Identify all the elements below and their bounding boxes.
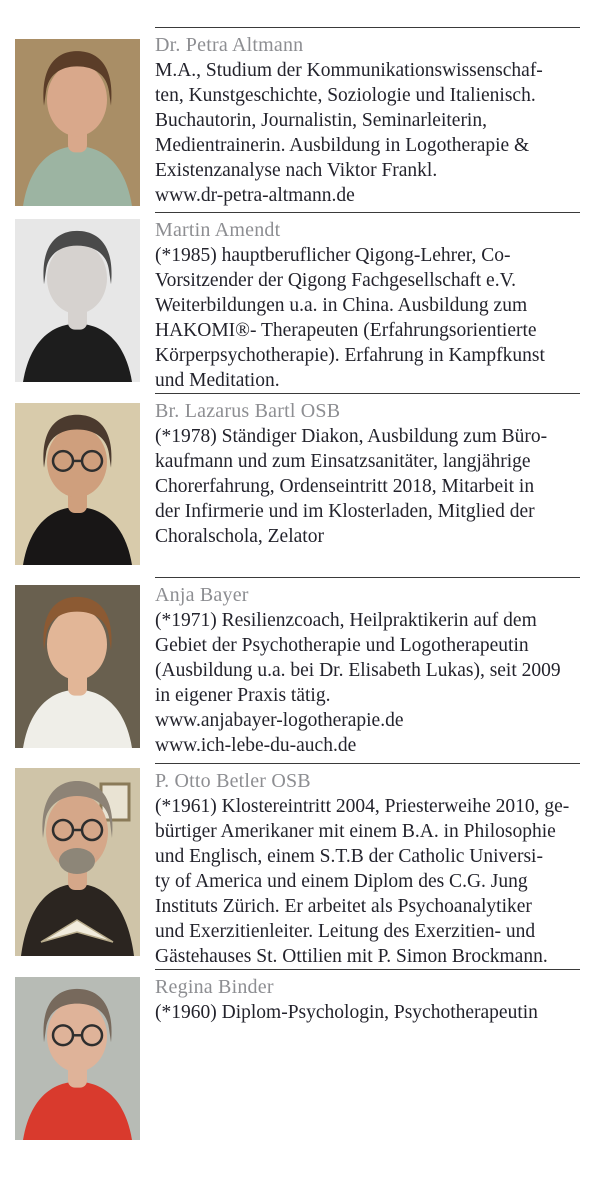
portrait-photo <box>15 39 140 206</box>
portrait-placeholder-icon <box>15 403 140 565</box>
bio-line: Vorsitzender der Qigong Fachgesellschaft e.V. <box>155 270 517 291</box>
person-entry <box>0 27 616 212</box>
bio-line: der Infirmerie und im Klosterladen, Mitglied der <box>155 501 535 522</box>
bio-column <box>155 27 580 208</box>
portrait-photo <box>15 585 140 748</box>
bio-line: ty of America und einem Diplom des C.G. Jung <box>155 871 528 892</box>
bio-line: und Meditation. <box>155 370 280 391</box>
website-link[interactable]: www.dr-petra-altmann.de <box>155 185 355 206</box>
portrait-photo <box>15 768 140 956</box>
person-name: P. Otto Betler OSB <box>155 770 311 792</box>
person-name: Martin Amendt <box>155 219 281 241</box>
photo-column <box>0 763 155 956</box>
person-entry <box>0 969 616 1179</box>
website-link[interactable]: www.anjabayer-logotherapie.de <box>155 710 404 731</box>
portrait-photo <box>15 977 140 1140</box>
bio-line: Buchautorin, Journalistin, Seminarleiterin, <box>155 110 487 131</box>
bio-line: kaufmann und zum Einsatzsanitäter, langjährige <box>155 451 531 472</box>
bio-line: bürtiger Amerikaner mit einem B.A. in Philosophie <box>155 821 556 842</box>
photo-column <box>0 577 155 748</box>
bio-line: Gebiet der Psychotherapie und Logotherapeutin <box>155 635 529 656</box>
bio-line: Weiterbildungen u.a. in China. Ausbildung zum <box>155 295 528 316</box>
bio-line: ten, Kunstgeschichte, Soziologie und Italienisch. <box>155 85 536 106</box>
bio-line: Existenzanalyse nach Viktor Frankl. <box>155 160 438 181</box>
bio-column <box>155 393 580 549</box>
bio-line: Gästehauses St. Ottilien mit P. Simon Brockmann. <box>155 946 548 967</box>
bio-line: (*1960) Diplom-Psychologin, Psychotherapeutin <box>155 1002 538 1023</box>
bio-line: in eigener Praxis tätig. <box>155 685 331 706</box>
photo-column <box>0 27 155 206</box>
bio-line: Choralschola, Zelator <box>155 526 324 547</box>
person-name: Dr. Petra Altmann <box>155 34 304 56</box>
photo-column <box>0 212 155 382</box>
person-entry <box>0 212 616 393</box>
portrait-placeholder-icon <box>15 219 140 382</box>
bio-line: und Exerzitienleiter. Leitung des Exerzitien- und <box>155 921 536 942</box>
bio-line: Medientrainerin. Ausbildung in Logotherapie & <box>155 135 530 156</box>
portrait-placeholder-icon <box>15 977 140 1140</box>
website-link[interactable]: www.ich-lebe-du-auch.de <box>155 735 357 756</box>
person-entry <box>0 393 616 577</box>
bio-line: (*1985) hauptberuflicher Qigong-Lehrer, Co- <box>155 245 511 266</box>
bio-column <box>155 763 580 969</box>
bio-line: Instituts Zürich. Er arbeitet als Psychoanalytiker <box>155 896 532 917</box>
bio-column <box>155 577 580 758</box>
person-entry <box>0 763 616 969</box>
person-name: Br. Lazarus Bartl OSB <box>155 400 341 422</box>
person-name: Regina Binder <box>155 976 274 998</box>
bio-line: und Englisch, einem S.T.B der Catholic Universi- <box>155 846 543 867</box>
bio-line: HAKOMI®- Therapeuten (Erfahrungsorientierte <box>155 320 537 341</box>
portrait-placeholder-icon <box>15 39 140 206</box>
bio-line: M.A., Studium der Kommunikationswissenschaf- <box>155 60 543 81</box>
bio-column <box>155 969 580 1025</box>
bio-line: Chorerfahrung, Ordenseintritt 2018, Mitarbeit in <box>155 476 535 497</box>
bio-line: Körperpsychotherapie). Erfahrung in Kampfkunst <box>155 345 545 366</box>
bio-column <box>155 212 580 393</box>
photo-column <box>0 393 155 565</box>
portrait-photo <box>15 219 140 382</box>
bio-line: (*1978) Ständiger Diakon, Ausbildung zum Büro- <box>155 426 548 447</box>
photo-column <box>0 969 155 1140</box>
portrait-placeholder-icon <box>15 768 140 956</box>
person-entry <box>0 577 616 763</box>
bio-line: (*1961) Klostereintritt 2004, Priesterweihe 2010, ge- <box>155 796 570 817</box>
portrait-photo <box>15 403 140 565</box>
bio-line: (*1971) Resilienzcoach, Heilpraktikerin auf dem <box>155 610 537 631</box>
bio-line: (Ausbildung u.a. bei Dr. Elisabeth Lukas), seit 2009 <box>155 660 561 681</box>
person-name: Anja Bayer <box>155 584 249 606</box>
portrait-placeholder-icon <box>15 585 140 748</box>
